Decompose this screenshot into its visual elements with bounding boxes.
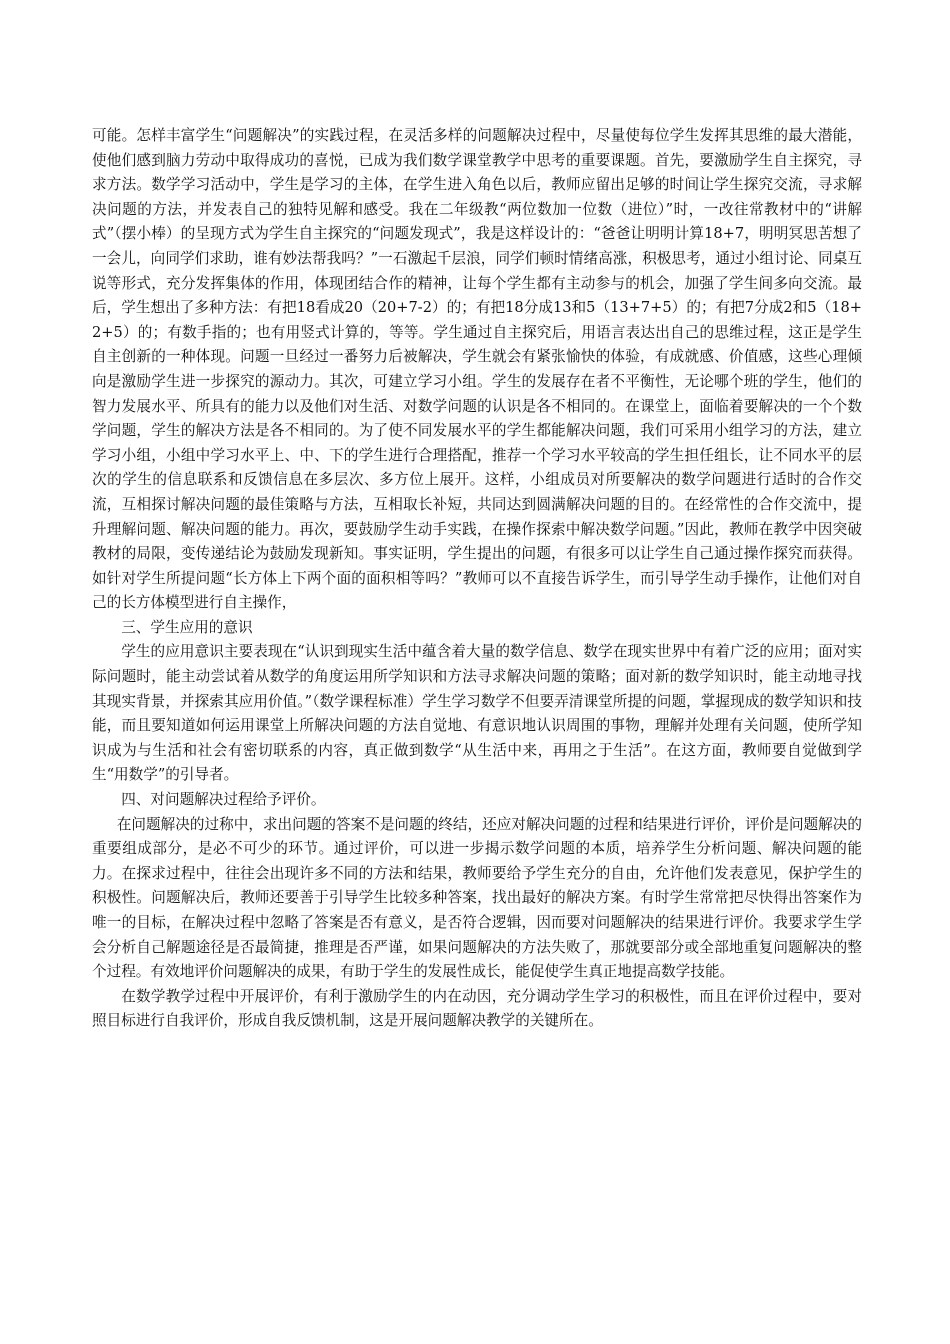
body-paragraph-closing: 在数学教学过程中开展评价，有利于激励学生的内在动因，充分调动学生学习的积极性，而且在评价过程中，要对照目标进行自我评价，形成自我反馈机制，这是开展问题解决教学的关键所在。	[92, 987, 862, 1030]
body-paragraph: 在问题解决的过称中，求出问题的答案不是问题的终结，还应对解决问题的过程和结果进行评价，评价是问题解决的重要组成部分，是必不可少的环节。通过评价，可以进一步揭示数学问题的本质，培养学生分析问题、解决问题的能力。在探求过程中，往往会出现许多不同的方法和结果，教师要给予学生充分的自由，允许他们发表意见，保护学生的积极性。问题解决后，教师还要善于引导学生比较多种答案，找出最好的解决方案。有时学生常常把尽快得出答案作为唯一的目标，在解决过程中忽略了答案是否有意义，是否符合逻辑，因而要对问题解决的结果进行评价。我要求学生学会分析自己解题途径是否最简捷，推理是否严谨，如果问题解决的方法失败了，那就要部分或全部地重复问题解决的整个过程。有效地评价问题解决的成果，有助于学生的发展性成长，能促使学生真正地提高数学技能。	[92, 815, 862, 981]
body-paragraph: 学生的应用意识主要表现在“认识到现实生活中蕴含着大量的数学信息、数学在现实世界中有着广泛的应用；面对实际问题时，能主动尝试着从数学的角度运用所学知识和方法寻求解决问题的策略；面对新的数学知识时，能主动地寻找其现实背景，并探索其应用价值。”（数学课程标准）学生学习数学不但要弄清课堂所提的问题，掌握现成的数学知识和技能，而且要知道如何运用课堂上所解决问题的方法自觉地、有意识地认识周围的事物，理解并处理有关问题，使所学知识成为与生活和社会有密切联系的内容，真正做到数学“从生活中来，再用之于生活”。在这方面，教师要自觉做到学生“用数学”的引导者。	[92, 643, 862, 784]
body-paragraph-continued: 可能。怎样丰富学生“问题解决”的实践过程，在灵活多样的问题解决过程中，尽量使每位学生发挥其思维的最大潜能，使他们感到脑力劳动中取得成功的喜悦，已成为我们数学课堂教学中思考的重要课题。首先，要激励学生自主探究，寻求方法。数学学习活动中，学生是学习的主体，在学生进入角色以后，教师应留出足够的时间让学生探究交流，寻求解决问题的方法，并发表自己的独特见解和感受。我在二年级教“两位数加一位数（进位）”时，一改往常教材中的“讲解式”（摆小棒）的呈现方式为学生自主探究的“问题发现式”，我是这样设计的：“爸爸让明明计算18+7，明明冥思苦想了一会儿，向同学们求助，谁有妙法帮我吗？”一石激起千层浪，同学们顿时情绪高涨，积极思考，通过小组讨论、同桌互说等形式，充分发挥集体的作用，体现团结合作的精神，让每个学生都有主动参与的机会，加强了学生间多向交流。最后，学生想出了多种方法：有把18看成20（20+7-2）的；有把18分成13和5（13+7+5）的；有把7分成2和5（18+2+5）的；有数手指的；也有用竖式计算的，等等。学生通过自主探究后，用语言表达出自己的思维过程，这正是学生自主创新的一种体现。问题一旦经过一番努力后被解决，学生就会有紧张愉快的体验，有成就感、价值感，这些心理倾向是激励学生进一步探究的源动力。其次，可建立学习小组。学生的发展存在者不平衡性，无论哪个班的学生，他们的智力发展水平、所具有的能力以及他们对生活、对数学问题的认识是各不相同的。在课堂上，面临着要解决的一个个数学问题，学生的解决方法是各不相同的。为了使不同发展水平的学生都能解决问题，我们可采用小组学习的方法，建立学习小组，小组中学习水平上、中、下的学生进行合理搭配，推荐一个学习水平较高的学生担任组长，让不同水平的层次的学生的信息联系和反馈信息在多层次、多方位上展开。这样，小组成员对所要解决的数学问题进行适时的合作交流，互相探讨解决问题的最佳策略与方法，互相取长补短，共同达到圆满解决问题的目的。在经常性的合作交流中，提升理解问题、解决问题的能力。再次，要鼓励学生动手实践，在操作探索中解决数学问题。”因此，教师在教学中因突破教材的局限，变传递结论为鼓励发现新知。事实证明，学生提出的问题，有很多可以让学生自己通过操作探究而获得。如针对学生所提问题“长方体上下两个面的面积相等吗？”教师可以不直接告诉学生，而引导学生动手操作，让他们对自己的长方体模型进行自主操作，	[92, 127, 862, 612]
section-heading-3: 三、学生应用的意识	[121, 618, 253, 636]
document-page	[92, 124, 862, 1034]
section-heading-4: 四、对问题解决过程给予评价。	[121, 791, 326, 809]
